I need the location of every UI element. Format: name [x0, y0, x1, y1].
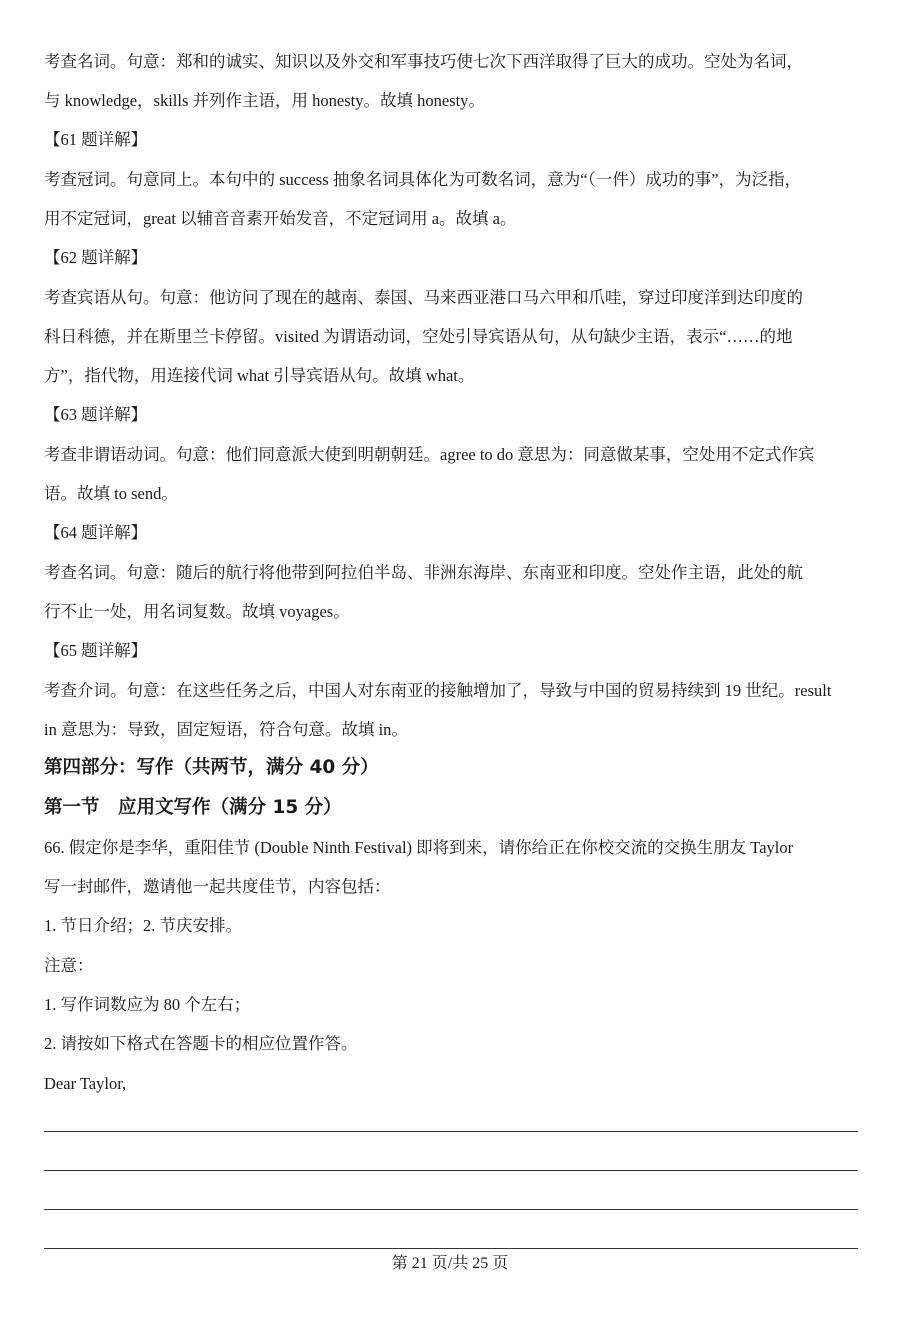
text-line: in 意思为：导致，固定短语，符合句意。故填 in。 [44, 720, 408, 739]
answer-line [44, 1209, 858, 1210]
answer-line [44, 1170, 858, 1171]
text-line: 与 knowledge，skills 并列作主语，用 honesty。故填 honesty。 [44, 91, 485, 110]
answer-line [44, 1248, 858, 1249]
text-line: 行不止一处，用名词复数。故填 voyages。 [44, 602, 350, 621]
task-line: 1. 写作词数应为 80 个左右； [44, 995, 251, 1014]
text-line: 考查宾语从句。句意：他访问了现在的越南、泰国、马来西亚港口马六甲和爪哇，穿过印度洋到达印度的 [44, 288, 803, 307]
text-line: 考查介词。句意：在这些任务之后，中国人对东南亚的接触增加了，导致与中国的贸易持续到 19 世纪。result [44, 681, 832, 700]
question-heading-62: 【62 题详解】 [44, 248, 148, 267]
question-heading-64: 【64 题详解】 [44, 523, 148, 542]
question-heading-61: 【61 题详解】 [44, 130, 148, 149]
text-line: 方”，指代物，用连接代词 what 引导宾语从句。故填 what。 [44, 366, 475, 385]
task-line: 66. 假定你是李华，重阳佳节 (Double Ninth Festival) 即将到来，请你给正在你校交流的交换生朋友 Taylor [44, 838, 794, 857]
task-line: 注意： [44, 956, 94, 975]
text-line: 考查名词。句意：郑和的诚实、知识以及外交和军事技巧使七次下西洋取得了巨大的成功。空处为名词， [44, 52, 803, 71]
text-line: 考查非谓语动词。句意：他们同意派大使到明朝朝廷。agree to do 意思为：同意做某事，空处用不定式作宾 [44, 445, 815, 464]
text-line: 语。故填 to send。 [44, 484, 178, 503]
section-title: 第四部分：写作（共两节，满分 40 分） [44, 757, 379, 778]
subsection-title: 第一节 应用文写作（满分 15 分） [44, 797, 342, 818]
text-line: 考查名词。句意：随后的航行将他带到阿拉伯半岛、非洲东海岸、东南亚和印度。空处作主语，此处的航 [44, 563, 803, 582]
answer-line [44, 1131, 858, 1132]
task-line: 2. 请按如下格式在答题卡的相应位置作答。 [44, 1034, 358, 1053]
task-line: 1. 节日介绍；2. 节庆安排。 [44, 916, 242, 935]
question-heading-65: 【65 题详解】 [44, 641, 148, 660]
letter-salutation: Dear Taylor, [44, 1074, 127, 1093]
text-line: 科日科德，并在斯里兰卡停留。visited 为谓语动词，空处引导宾语从句，从句缺少主语，表示“……的地 [44, 327, 793, 346]
task-line: 写一封邮件，邀请他一起共度佳节，内容包括： [44, 877, 391, 896]
question-heading-63: 【63 题详解】 [44, 405, 148, 424]
text-line: 考查冠词。句意同上。本句中的 success 抽象名词具体化为可数名词，意为“（一件）成功的事”，为泛指， [44, 170, 802, 189]
text-line: 用不定冠词，great 以辅音音素开始发音，不定冠词用 a。故填 a。 [44, 209, 517, 228]
page-number: 第 21 页/共 25 页 [391, 1255, 509, 1272]
